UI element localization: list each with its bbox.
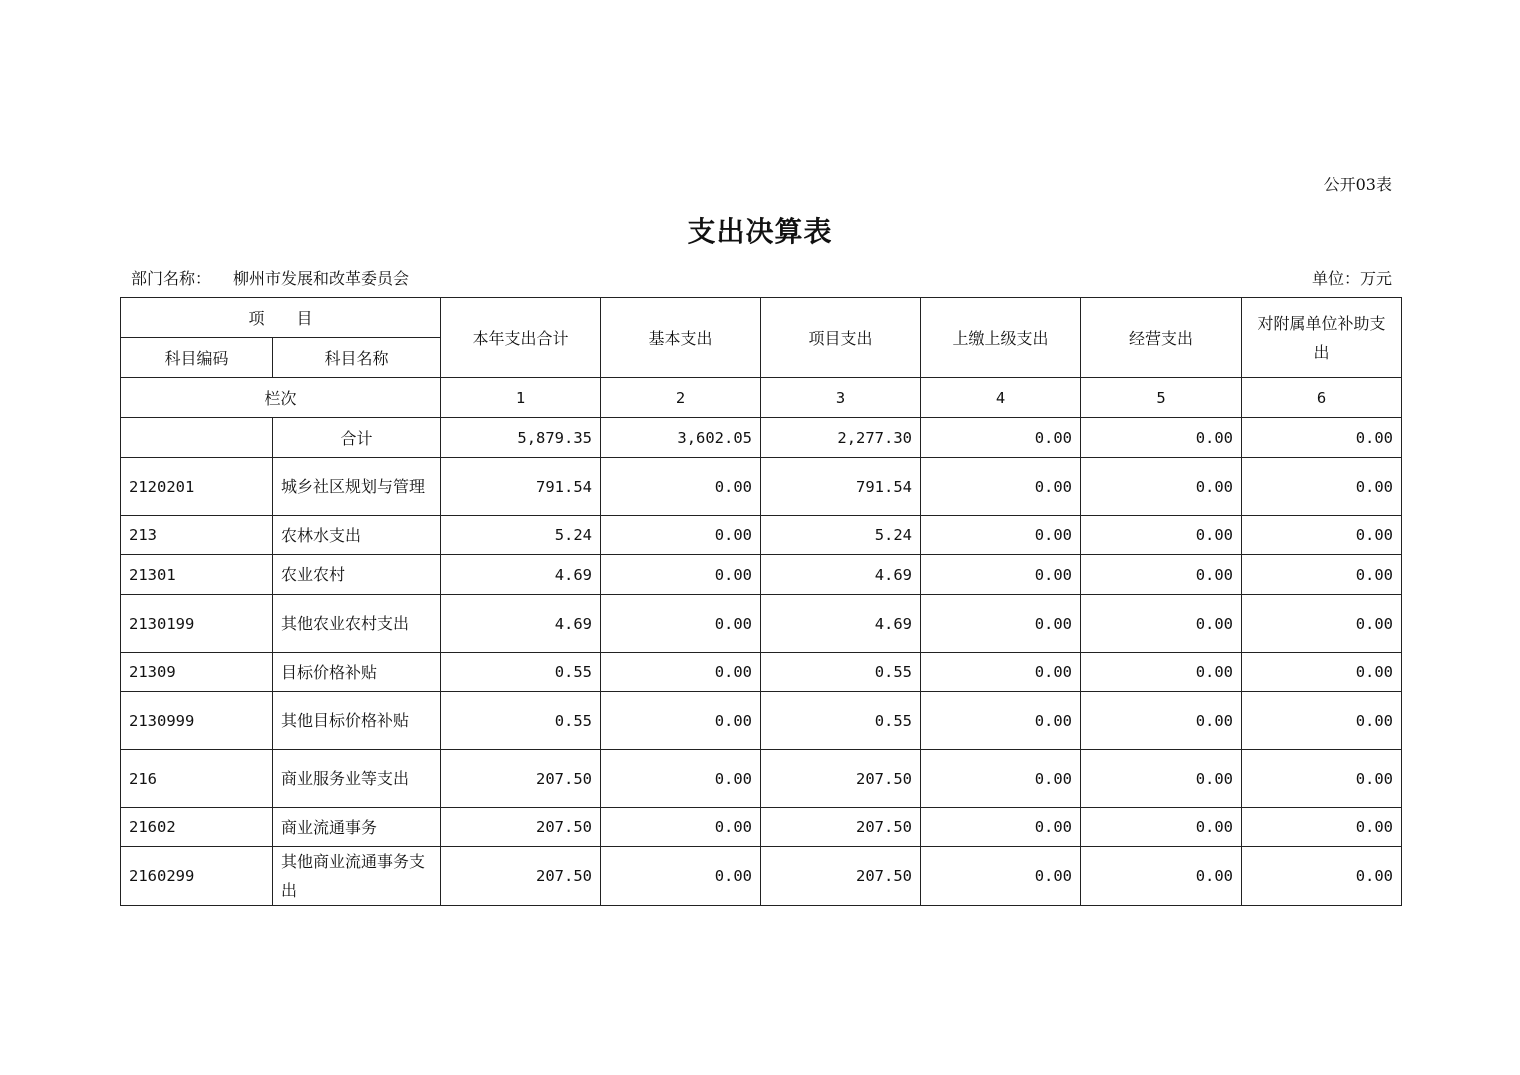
amount-cell: 207.50 (761, 847, 921, 906)
header-upper: 上缴上级支出 (921, 298, 1081, 378)
amount-cell: 0.00 (921, 516, 1081, 555)
amount-cell: 207.50 (441, 750, 601, 808)
amount-cell: 0.00 (601, 847, 761, 906)
index-cell: 6 (1242, 378, 1402, 418)
department-value: 柳州市发展和改革委员会 (233, 269, 410, 288)
amount-cell: 0.00 (1081, 516, 1242, 555)
amount-cell: 0.00 (1242, 692, 1402, 750)
amount-cell: 791.54 (761, 458, 921, 516)
amount-cell: 0.00 (1242, 808, 1402, 847)
amount-cell: 0.00 (921, 555, 1081, 595)
amount-cell: 0.00 (601, 595, 761, 653)
table-row (121, 653, 1402, 692)
subject-code: 216 (121, 750, 273, 808)
table-row (121, 808, 1402, 847)
subject-name: 其他目标价格补贴 (273, 692, 441, 750)
amount-cell: 5.24 (761, 516, 921, 555)
amount-cell: 0.00 (1081, 808, 1242, 847)
total-row (121, 418, 1402, 458)
amount-cell: 207.50 (761, 808, 921, 847)
subject-name: 商业流通事务 (273, 808, 441, 847)
subject-name: 其他农业农村支出 (273, 595, 441, 653)
amount-cell: 0.00 (921, 847, 1081, 906)
amount-cell: 0.00 (1242, 653, 1402, 692)
table-code-label: 公开03表 (1323, 175, 1392, 194)
index-cell: 3 (761, 378, 921, 418)
amount-cell: 0.00 (1081, 692, 1242, 750)
amount-cell: 4.69 (441, 555, 601, 595)
amount-cell: 4.69 (761, 555, 921, 595)
subject-name: 其他商业流通事务支出 (273, 847, 441, 906)
subject-name: 商业服务业等支出 (273, 750, 441, 808)
unit-label: 单位：万元 (1311, 269, 1392, 288)
amount-cell: 0.00 (1081, 458, 1242, 516)
amount-cell: 0.00 (601, 458, 761, 516)
amount-cell: 4.69 (761, 595, 921, 653)
amount-cell: 0.55 (441, 653, 601, 692)
amount-cell: 0.00 (1081, 847, 1242, 906)
amount-cell: 0.00 (601, 555, 761, 595)
index-label: 栏次 (121, 378, 441, 418)
amount-cell: 207.50 (441, 847, 601, 906)
amount-cell: 4.69 (441, 595, 601, 653)
department-line (131, 266, 409, 289)
header-basic: 基本支出 (601, 298, 761, 378)
header-subsidy: 对附属单位补助支出 (1242, 298, 1402, 378)
amount-cell: 0.00 (921, 692, 1081, 750)
amount-cell: 0.00 (1081, 595, 1242, 653)
amount-cell: 0.00 (1242, 595, 1402, 653)
index-cell: 4 (921, 378, 1081, 418)
subject-code: 21309 (121, 653, 273, 692)
header-business: 经营支出 (1081, 298, 1242, 378)
table-row (121, 555, 1402, 595)
header-total: 本年支出合计 (441, 298, 601, 378)
amount-cell: 0.00 (601, 808, 761, 847)
department-label: 部门名称： (131, 269, 212, 288)
amount-cell: 0.00 (1081, 750, 1242, 808)
total-value: 0.00 (921, 418, 1081, 458)
header-project-expense: 项目支出 (761, 298, 921, 378)
amount-cell: 791.54 (441, 458, 601, 516)
amount-cell: 0.00 (1242, 458, 1402, 516)
subject-code: 21301 (121, 555, 273, 595)
header-row-1 (121, 298, 1402, 338)
subject-code: 2130199 (121, 595, 273, 653)
subject-code: 2120201 (121, 458, 273, 516)
subject-code: 213 (121, 516, 273, 555)
amount-cell: 0.00 (921, 595, 1081, 653)
subject-name: 农林水支出 (273, 516, 441, 555)
index-row (121, 378, 1402, 418)
header-project: 项 目 (121, 298, 441, 338)
amount-cell: 0.55 (441, 692, 601, 750)
amount-cell: 0.00 (1242, 750, 1402, 808)
expenditure-table (120, 297, 1402, 906)
amount-cell: 0.00 (601, 750, 761, 808)
amount-cell: 5.24 (441, 516, 601, 555)
table-row (121, 595, 1402, 653)
total-name: 合计 (273, 418, 441, 458)
amount-cell: 0.00 (921, 458, 1081, 516)
table-row (121, 516, 1402, 555)
table-row (121, 692, 1402, 750)
total-value: 0.00 (1081, 418, 1242, 458)
amount-cell: 0.00 (921, 750, 1081, 808)
amount-cell: 0.55 (761, 653, 921, 692)
amount-cell: 207.50 (761, 750, 921, 808)
subject-code: 2130999 (121, 692, 273, 750)
index-cell: 2 (601, 378, 761, 418)
subject-code: 21602 (121, 808, 273, 847)
subject-name: 城乡社区规划与管理 (273, 458, 441, 516)
header-name: 科目名称 (273, 338, 441, 378)
total-value: 2,277.30 (761, 418, 921, 458)
amount-cell: 0.00 (1242, 516, 1402, 555)
amount-cell: 0.00 (601, 516, 761, 555)
table-row (121, 847, 1402, 906)
amount-cell: 0.00 (1081, 555, 1242, 595)
amount-cell: 0.00 (921, 653, 1081, 692)
table-row (121, 750, 1402, 808)
total-value: 0.00 (1242, 418, 1402, 458)
index-cell: 5 (1081, 378, 1242, 418)
amount-cell: 0.00 (1242, 555, 1402, 595)
total-value: 3,602.05 (601, 418, 761, 458)
table-row (121, 458, 1402, 516)
total-code (121, 418, 273, 458)
amount-cell: 0.00 (1081, 653, 1242, 692)
amount-cell: 0.00 (921, 808, 1081, 847)
amount-cell: 0.00 (601, 653, 761, 692)
subject-code: 2160299 (121, 847, 273, 906)
index-cell: 1 (441, 378, 601, 418)
total-value: 5,879.35 (441, 418, 601, 458)
amount-cell: 207.50 (441, 808, 601, 847)
amount-cell: 0.00 (601, 692, 761, 750)
amount-cell: 0.55 (761, 692, 921, 750)
header-code: 科目编码 (121, 338, 273, 378)
subject-name: 目标价格补贴 (273, 653, 441, 692)
amount-cell: 0.00 (1242, 847, 1402, 906)
subject-name: 农业农村 (273, 555, 441, 595)
page-title: 支出决算表 (687, 215, 833, 248)
